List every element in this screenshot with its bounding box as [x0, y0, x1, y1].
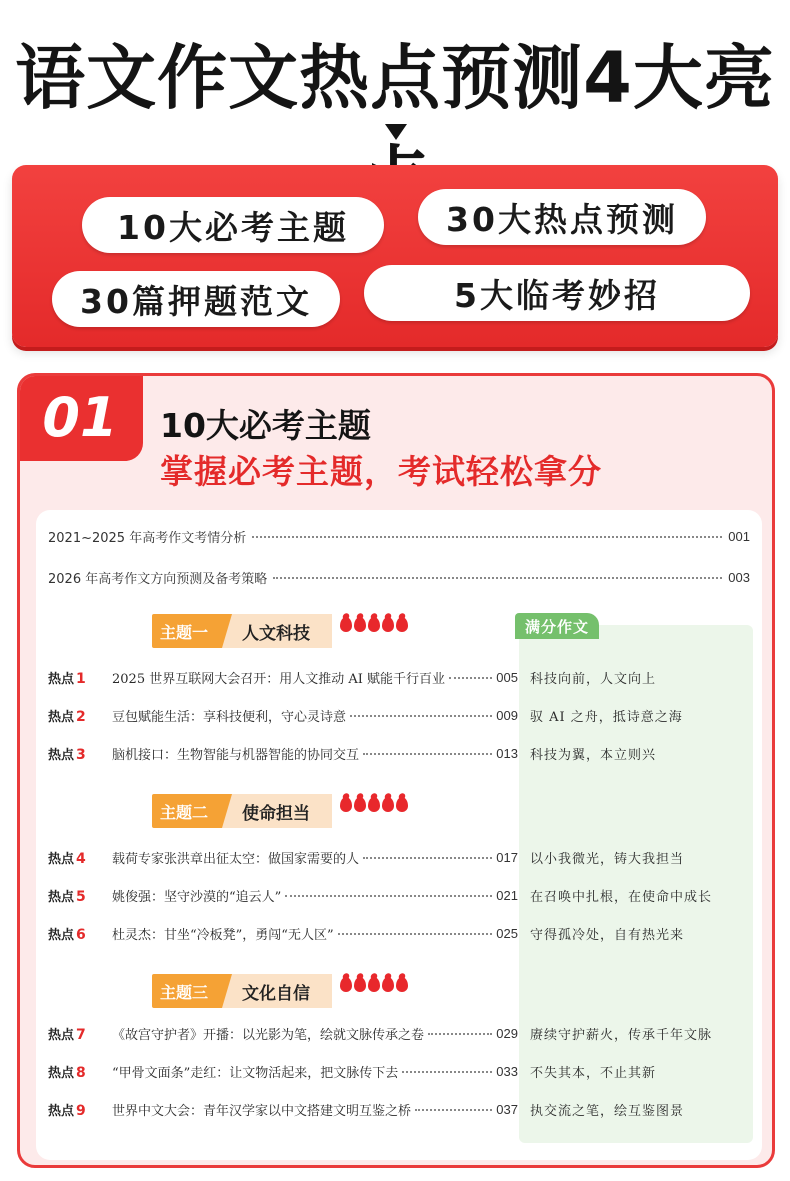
theme-label: 主题一: [152, 614, 222, 648]
highlight-pill-hot-predictions: 30大热点预测: [418, 189, 706, 245]
leader-dots: [350, 715, 492, 717]
fire-icon: [396, 617, 408, 632]
hot-page: 025: [496, 925, 518, 941]
fire-icon: [340, 797, 352, 812]
fire-icon: [368, 977, 380, 992]
contents-card: [36, 510, 762, 1160]
hot-page: 013: [496, 745, 518, 761]
leader-dots: [363, 753, 492, 755]
hot-text: 2025 世界互联网大会召开：用人文推动 AI 赋能千行百业: [112, 671, 446, 687]
highlight-pill-themes: 10大必考主题: [82, 197, 384, 253]
toc-page: 001: [728, 528, 750, 544]
theme-name: 人文科技: [222, 614, 332, 648]
hot-page: 009: [496, 707, 518, 723]
hot-key: 热点 3: [48, 746, 86, 763]
hot-page: 033: [496, 1063, 518, 1079]
theme-name: 使命担当: [222, 794, 332, 828]
theme-label: 主题三: [152, 974, 222, 1008]
down-arrow-icon: [385, 124, 407, 140]
hot-page: 017: [496, 849, 518, 865]
hot-key: 热点 8: [48, 1064, 86, 1081]
hot-text: 载荷专家张洪章出征太空：做国家需要的人: [112, 851, 360, 867]
hot-key: 热点 7: [48, 1026, 86, 1043]
leader-dots: [338, 933, 493, 935]
essay-title: 以小我微光，铸大我担当: [530, 851, 685, 867]
highlights-banner: [12, 165, 778, 347]
hot-row: [48, 666, 518, 688]
leader-dots: [363, 857, 492, 859]
hot-row: [48, 846, 518, 868]
essay-title: 在召唤中扎根，在使命中成长: [530, 889, 713, 905]
essay-title: 科技向前，人文向上: [530, 671, 657, 687]
leader-dots: [449, 677, 492, 679]
essay-title: 赓续守护薪火，传承千年文脉: [530, 1027, 713, 1043]
essay-title: 守得孤冷处，自有热光来: [530, 927, 685, 943]
fire-icon: [340, 617, 352, 632]
theme-header: [152, 794, 408, 828]
hot-page: 021: [496, 887, 518, 903]
hot-key: 热点 1: [48, 670, 86, 687]
fire-icon: [382, 617, 394, 632]
essay-title: 执交流之笔，绘互鉴图景: [530, 1103, 685, 1119]
fire-rating: [340, 797, 408, 812]
hot-row: [48, 704, 518, 726]
hot-key: 热点 9: [48, 1102, 86, 1119]
highlight-pill-exam-tips: 5大临考妙招: [364, 265, 750, 321]
toc-page: 003: [728, 569, 750, 585]
hot-row: [48, 1098, 518, 1120]
theme-header: [152, 614, 408, 648]
hot-text: 杜灵杰：甘坐“冷板凳”，勇闯“无人区”: [112, 927, 334, 943]
leader-dots: [273, 577, 722, 579]
hot-row: [48, 1060, 518, 1082]
hot-text: 姚俊强：坚守沙漠的“追云人”: [112, 889, 282, 905]
hot-row: [48, 922, 518, 944]
fire-icon: [368, 797, 380, 812]
leader-dots: [402, 1071, 492, 1073]
leader-dots: [285, 895, 492, 897]
hot-text: 豆包赋能生活：享科技便利，守心灵诗意: [112, 709, 347, 725]
page-title: 语文作文热点预测4大亮: [15, 37, 775, 119]
fire-icon: [340, 977, 352, 992]
theme-name: 文化自信: [222, 974, 332, 1008]
fire-icon: [382, 797, 394, 812]
section-title: 10大必考主题: [160, 406, 371, 445]
hot-key: 热点 4: [48, 850, 86, 867]
hot-page: 037: [496, 1101, 518, 1117]
hot-row: [48, 1022, 518, 1044]
fire-rating: [340, 977, 408, 992]
fire-icon: [396, 797, 408, 812]
leader-dots: [252, 536, 722, 538]
fire-icon: [354, 617, 366, 632]
hot-key: 热点 6: [48, 926, 86, 943]
hot-row: [48, 884, 518, 906]
fire-icon: [368, 617, 380, 632]
fire-icon: [396, 977, 408, 992]
toc-line: [48, 567, 750, 587]
hot-text: 世界中文大会：青年汉学家以中文搭建文明互鉴之桥: [112, 1103, 412, 1119]
essay-tag: 满分作文: [515, 613, 599, 639]
hot-text: 脑机接口：生物智能与机器智能的协同交互: [112, 747, 360, 763]
fire-icon: [382, 977, 394, 992]
essay-title: 驭 AI 之舟，抵诗意之海: [530, 709, 683, 725]
hot-page: 029: [496, 1025, 518, 1041]
hot-text: 《故宫守护者》开播：以光影为笔，绘就文脉传承之卷: [112, 1027, 425, 1043]
essay-title: 科技为翼，本立则兴: [530, 747, 657, 763]
fire-icon: [354, 797, 366, 812]
hot-key: 热点 5: [48, 888, 86, 905]
leader-dots: [428, 1033, 492, 1035]
leader-dots: [415, 1109, 492, 1111]
section-panel: [17, 373, 775, 1168]
essay-title: 不失其本，不止其新: [530, 1065, 657, 1081]
toc-text: 2026 年高考作文方向预测及备考策略: [48, 571, 268, 587]
section-subtitle: 掌握必考主题，考试轻松拿分: [160, 452, 602, 491]
section-number: 01: [42, 385, 118, 449]
theme-header: [152, 974, 408, 1008]
section-number-tab: [17, 373, 143, 461]
theme-label: 主题二: [152, 794, 222, 828]
fire-icon: [354, 977, 366, 992]
fire-rating: [340, 617, 408, 632]
toc-text: 2021~2025 年高考作文考情分析: [48, 530, 247, 546]
toc-line: [48, 526, 750, 546]
highlight-pill-sample-essays: 30篇押题范文: [52, 271, 340, 327]
hot-row: [48, 742, 518, 764]
hot-page: 005: [496, 669, 518, 685]
hot-key: 热点 2: [48, 708, 86, 725]
hot-text: “甲骨文面条”走红：让文物活起来，把文脉传下去: [112, 1065, 399, 1081]
